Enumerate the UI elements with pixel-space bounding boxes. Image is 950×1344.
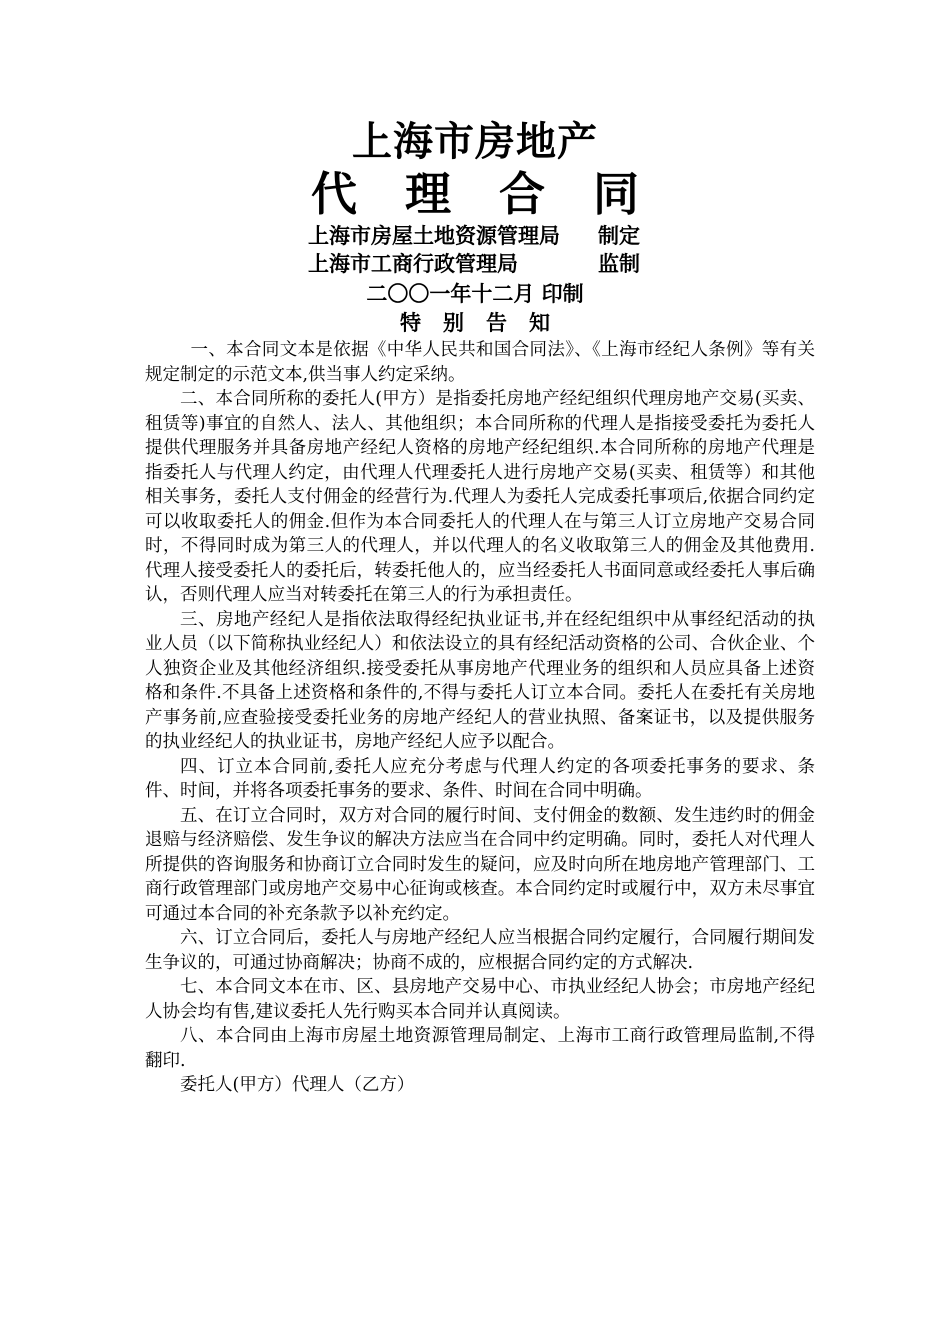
- party-line: 委托人(甲方）代理人（乙方）: [180, 1075, 415, 1095]
- notice-paragraph-4: 四、订立本合同前,委托人应充分考虑与代理人约定的各项委托事务的要求、条件、时间，并将各项委托事务的要求、条件、时间在合同中明确。: [145, 756, 815, 801]
- notice-paragraph-6: 六、订立合同后，委托人与房地产经纪人应当根据合同约定履行，合同履行期间发生争议的，可通过协商解决；协商不成的，应根据合同约定的方式解决.: [145, 928, 815, 973]
- notice-paragraph-7: 七、本合同文本在市、区、县房地产交易中心、市执业经纪人协会；市房地产经纪人协会均有售,建议委托人先行购买本合同并认真阅读。: [145, 977, 815, 1022]
- issuer-line-drafted: [308, 222, 640, 250]
- issuer-org: 上海市房屋土地资源管理局: [308, 223, 560, 248]
- document-subtitle: 代理合同: [311, 167, 687, 221]
- issuer-org: 上海市工商行政管理局: [308, 251, 518, 276]
- notice-paragraph-8: 八、本合同由上海市房屋土地资源管理局制定、上海市工商行政管理局监制,不得翻印.: [145, 1026, 815, 1071]
- notice-paragraph-3: 三、房地产经纪人是指依法取得经纪执业证书,并在经纪组织中从事经纪活动的执业人员（以下简称执业经纪人）和依法设立的具有经纪活动资格的公司、合伙企业、个人独资企业及其他经济组织.接受委托从事房地产代理业务的组织和人员应具备上述资格和条件.不具备上述资格和条件的,不得与委托人订立本合同。委托人在委托有关房地产事务前,应查验接受委托业务的房地产经纪人的营业执照、备案证书，以及提供服务的执业经纪人的执业证书，房地产经纪人应予以配合。: [145, 609, 815, 752]
- issuer-role: 监制: [598, 251, 640, 276]
- notice-paragraph-2: 二、本合同所称的委托人(甲方）是指委托房地产经纪组织代理房地产交易(买卖、租赁等)事宜的自然人、法人、其他组织；本合同所称的代理人是指接受委托为委托人提供代理服务并具备房地产经纪人资格的房地产经纪组织.本合同所称的房地产代理是指委托人与代理人约定，由代理人代理委托人进行房地产交易(买卖、租赁等）和其他相关事务，委托人支付佣金的经营行为.代理人为委托人完成委托事项后,依据合同约定可以收取委托人的佣金.但作为本合同委托人的代理人在与第三人订立房地产交易合同时，不得同时成为第三人的代理人，并以代理人的名义收取第三人的佣金及其他费用.代理人接受委托人的委托后，转委托他人的，应当经委托人书面同意或经委托人事后确认，否则代理人应当对转委托在第三人的行为承担责任。: [145, 389, 815, 605]
- document-title: 上海市房地产: [352, 118, 598, 165]
- issuer-role: 制定: [598, 223, 640, 248]
- notice-body: [145, 338, 815, 1098]
- issuer-line-supervised: [308, 250, 640, 278]
- notice-paragraph-5: 五、在订立合同时，双方对合同的履行时间、支付佣金的数额、发生违约时的佣金退赔与经济赔偿、发生争议的解决方法应当在合同中约定明确。同时，委托人对代理人所提供的咨询服务和协商订立合同时发生的疑问，应及时向所在地房地产管理部门、工商行政管理部门或房地产交易中心征询或核查。本合同约定时或履行中，双方未尽事宜可通过本合同的补充条款予以补充约定。: [145, 805, 815, 924]
- notice-heading: 特别告知: [400, 310, 572, 335]
- notice-paragraph-1: 一、本合同文本是依据《中华人民共和国合同法》、《上海市经纪人条例》等有关规定制定的示范文本,供当事人约定采纳。: [145, 340, 815, 385]
- print-date: 二〇〇一年十二月 印制: [366, 281, 584, 306]
